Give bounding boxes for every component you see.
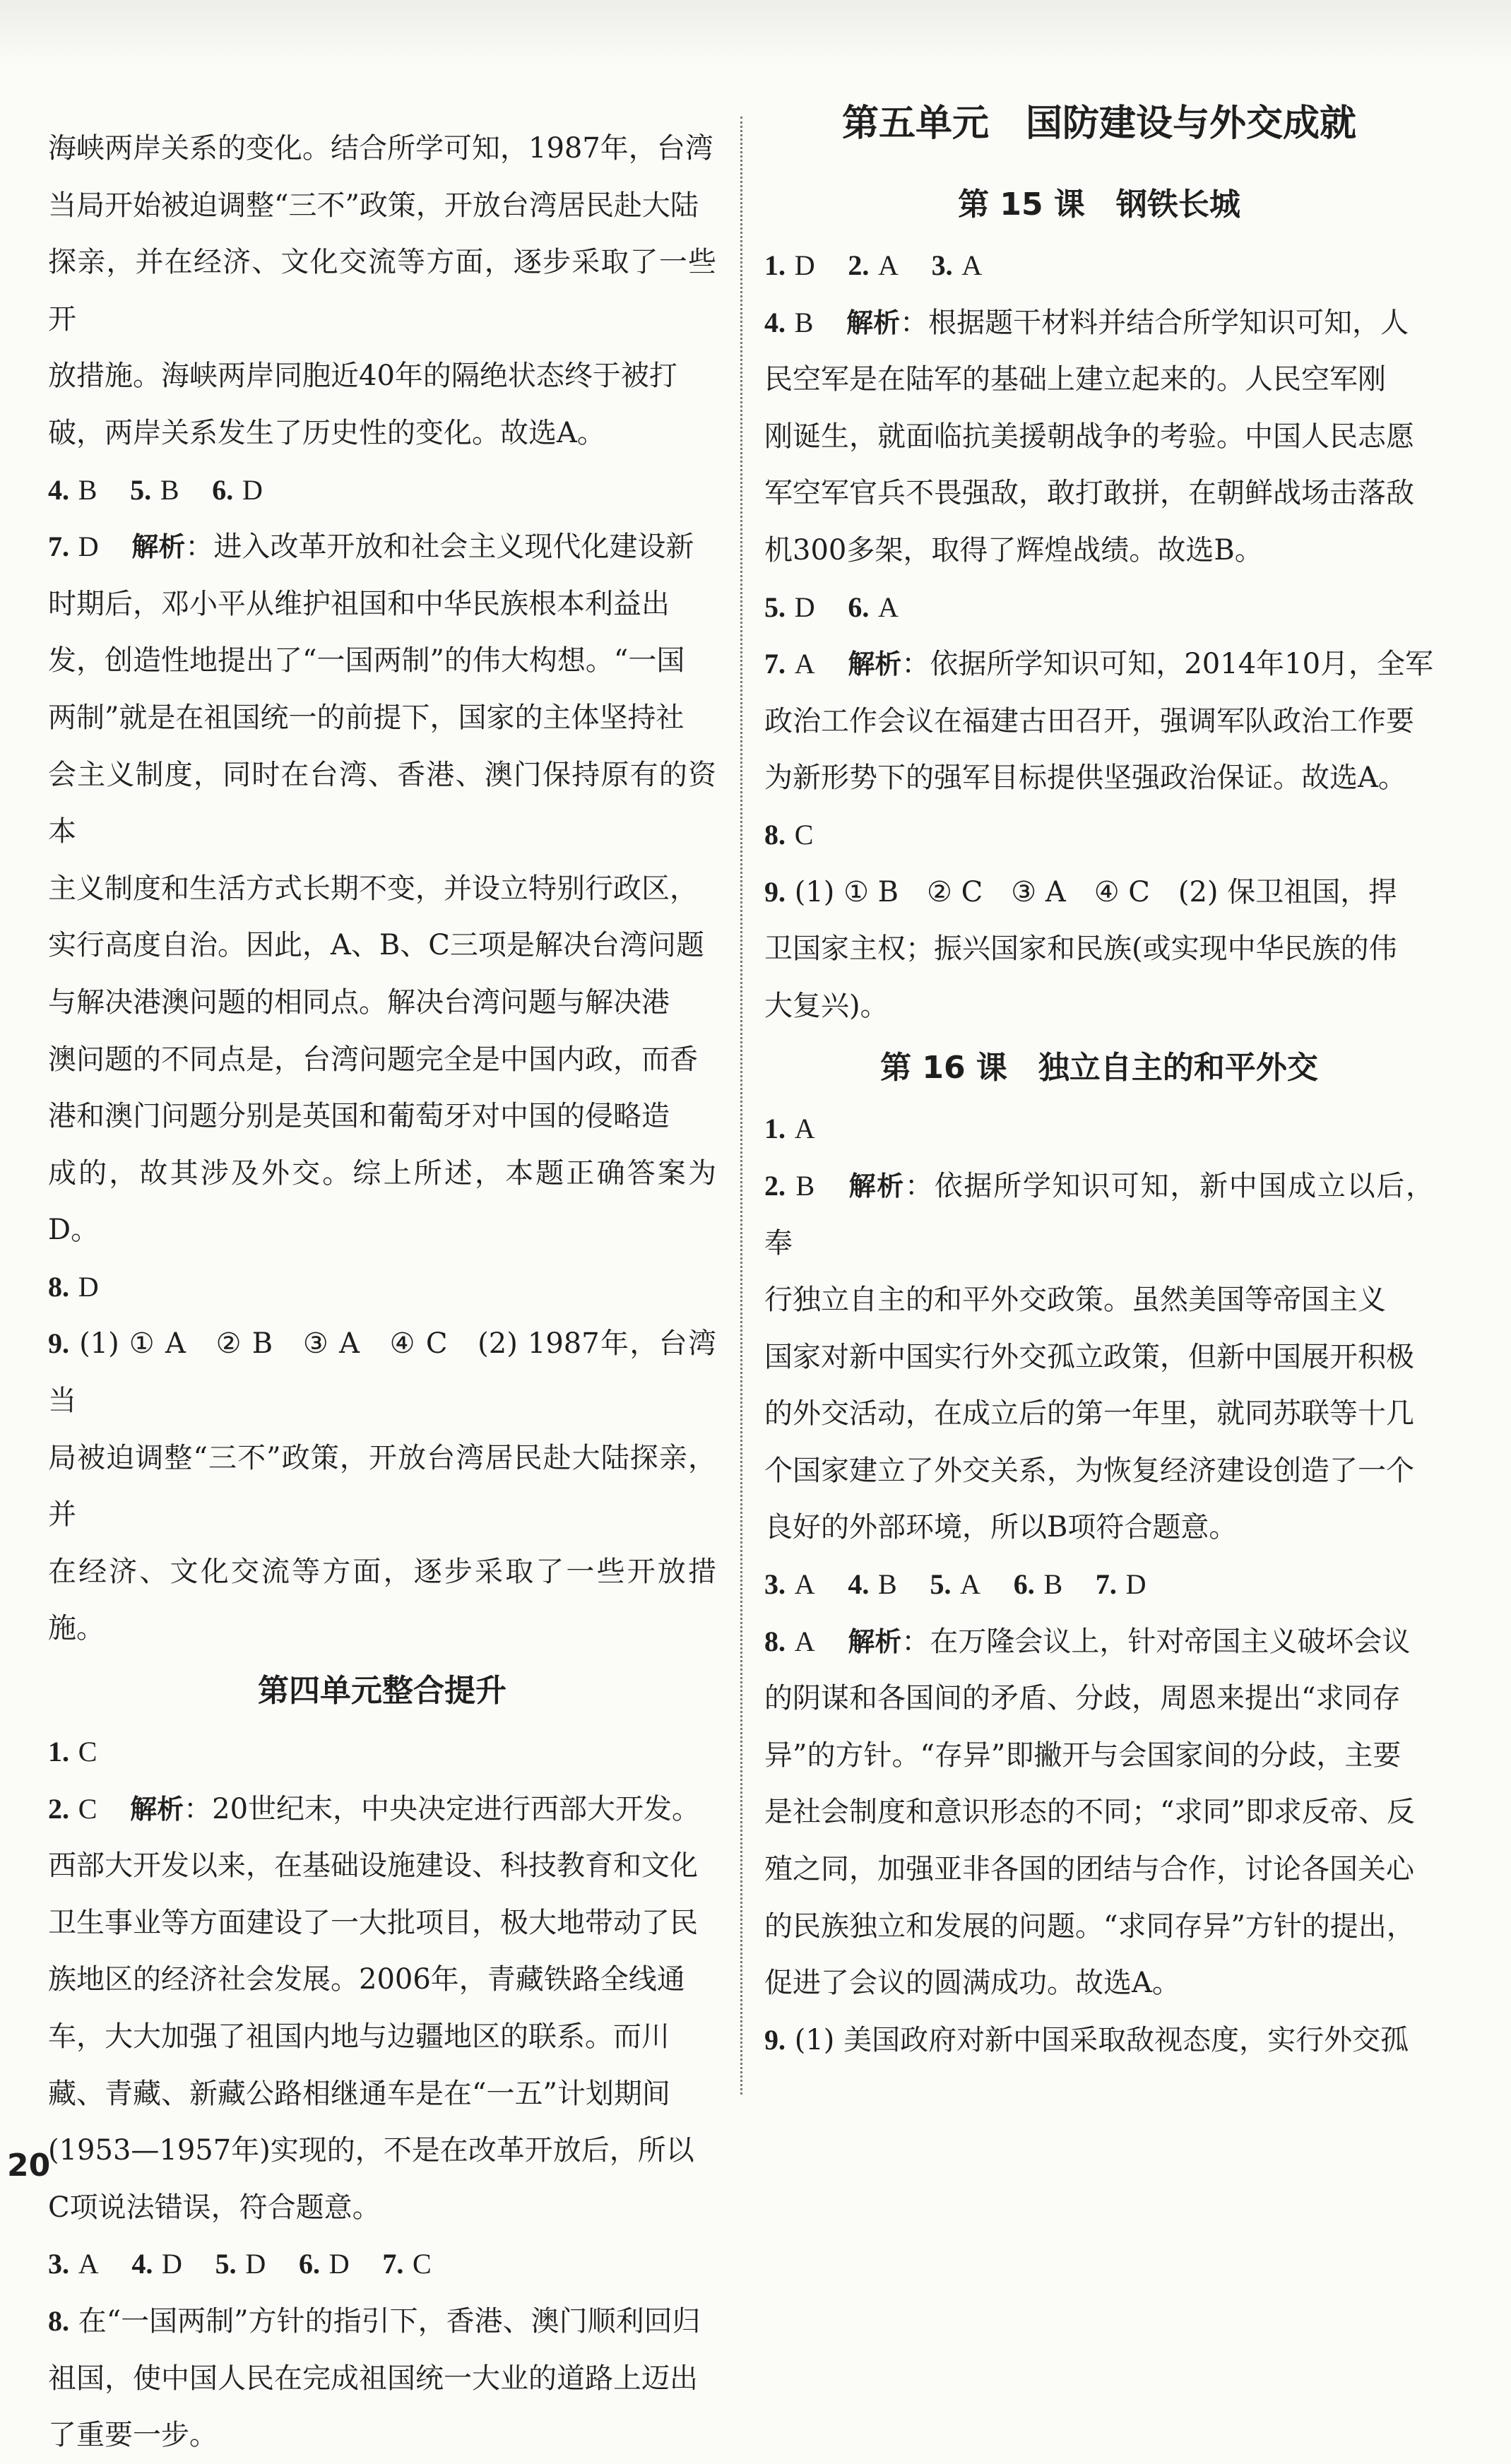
answer-text: (1) ① A ② B ③ A ④ C (2) 1987年，台湾当 bbox=[48, 1327, 717, 1418]
question-number: 9. bbox=[48, 1327, 69, 1360]
q7-first-line bbox=[48, 519, 716, 576]
answer: C bbox=[413, 2248, 432, 2280]
q9-first-line bbox=[48, 1315, 716, 1429]
explanation-line: 政治工作会议在福建古田召开，强调军队政治工作要 bbox=[764, 704, 1414, 738]
answer: C bbox=[794, 818, 814, 851]
column-divider bbox=[740, 117, 742, 2095]
answer: D bbox=[794, 249, 815, 281]
explanation-line: 与解决港澳问题的相同点。解决台湾问题与解决港 bbox=[48, 985, 670, 1019]
lesson-16-heading: 第 16 课 独立自主的和平外交 bbox=[880, 1050, 1318, 1086]
explanation-line: 澳问题的不同点是，台湾问题完全是中国内政，而香 bbox=[48, 1043, 698, 1076]
question-number: 2. bbox=[848, 249, 870, 281]
answer: B bbox=[878, 1568, 897, 1601]
question-number: 5. bbox=[930, 1568, 952, 1601]
u4-q2-first-line bbox=[48, 1781, 716, 1838]
l15-q7-first-line bbox=[764, 636, 1434, 693]
question-number: 5. bbox=[764, 591, 786, 623]
explanation-line: 车，大大加强了祖国内地与边疆地区的联系。而川 bbox=[48, 2020, 670, 2053]
q8-line bbox=[48, 1259, 716, 1316]
question-number: 6. bbox=[1013, 1568, 1035, 1601]
l15-answer-line-5-6 bbox=[764, 579, 1434, 636]
answer: A bbox=[878, 249, 899, 281]
l15-q9-first-line bbox=[764, 864, 1434, 921]
question-number: 1. bbox=[764, 249, 786, 281]
l16-q8-first-line bbox=[764, 1613, 1434, 1671]
explanation-line: 两制”就是在祖国统一的前提下，国家的主体坚持社 bbox=[48, 701, 685, 734]
explanation-line: 殖之同，加强亚非各国的团结与合作，讨论各国关心 bbox=[764, 1853, 1414, 1886]
intro-line: 探亲，并在经济、文化交流等方面，逐步采取了一些开 bbox=[48, 246, 716, 336]
explanation-line: 成的，故其涉及外交。综上所述，本题正确答案为D。 bbox=[48, 1156, 716, 1247]
explanation-line: 发，创造性地提出了“一国两制”的伟大构想。“一国 bbox=[48, 644, 685, 677]
explanation-line: 良好的外部环境，所以B项符合题意。 bbox=[764, 1511, 1238, 1544]
explanation-line: (1953—1957年)实现的，不是在改革开放后，所以 bbox=[48, 2134, 694, 2167]
answer: D bbox=[245, 2248, 266, 2280]
explanation-line: 西部大开发以来，在基础设施建设、科技教育和文化 bbox=[48, 1849, 698, 1883]
explanation-line: 民空军是在陆军的基础上建立起来的。人民空军刚 bbox=[764, 363, 1386, 396]
answer-line: 局被迫调整“三不”政策，开放台湾居民赴大陆探亲，并 bbox=[48, 1441, 716, 1532]
explanation-text: ：根据题干材料并结合所学知识可知，人 bbox=[900, 306, 1409, 339]
u4-q1-line bbox=[48, 1724, 716, 1781]
answer: D bbox=[794, 591, 815, 623]
left-column bbox=[48, 120, 716, 2464]
explanation-text: ：依据所学知识可知，新中国成立以后，奉 bbox=[764, 1169, 1435, 1260]
answer: A bbox=[961, 249, 983, 281]
explanation-line: 促进了会议的圆满成功。故选A。 bbox=[764, 1967, 1180, 2000]
answer-line: 卫国家主权；振兴国家和民族(或实现中华民族的伟 bbox=[764, 932, 1397, 966]
page-top-shadow bbox=[0, 0, 1511, 65]
lesson-15-heading: 第 15 课 钢铁长城 bbox=[958, 186, 1240, 223]
l15-answer-line-1-3 bbox=[764, 237, 1434, 295]
question-number: 4. bbox=[848, 1568, 870, 1601]
explanation-line: 族地区的经济社会发展。2006年，青藏铁路全线通 bbox=[48, 1963, 685, 1996]
analysis-label: 解析 bbox=[131, 531, 186, 563]
explanation-line: 行独立自主的和平外交政策。虽然美国等帝国主义 bbox=[764, 1284, 1386, 1317]
answer: D bbox=[242, 473, 263, 506]
analysis-label: 解析 bbox=[848, 648, 902, 680]
question-number: 1. bbox=[764, 1113, 786, 1145]
u4-answer-line-3-7 bbox=[48, 2236, 716, 2293]
answer-line: 祖国，使中国人民在完成祖国统一大业的道路上迈出 bbox=[48, 2362, 698, 2395]
explanation-line: 港和澳门问题分别是英国和葡萄牙对中国的侵略造 bbox=[48, 1100, 670, 1133]
question-number: 9. bbox=[764, 875, 786, 908]
answer-line: 大复兴)。 bbox=[764, 989, 889, 1022]
answer: B bbox=[795, 1169, 815, 1202]
explanation-line: 军空军官兵不畏强敌，敢打敢拼，在朝鲜战场击落敌 bbox=[764, 477, 1414, 510]
answer-line-4-6 bbox=[48, 462, 716, 519]
explanation-line: 个国家建立了外交关系，为恢复经济建设创造了一个 bbox=[764, 1454, 1414, 1487]
u4-q8-first-line bbox=[48, 2293, 716, 2350]
answer: A bbox=[794, 1568, 815, 1601]
question-number: 1. bbox=[48, 1736, 69, 1768]
intro-line: 当局开始被迫调整“三不”政策，开放台湾居民赴大陆 bbox=[48, 189, 699, 222]
explanation-line: 的阴谋和各国间的矛盾、分歧，周恩来提出“求同存 bbox=[764, 1682, 1401, 1715]
explanation-line: 的外交活动，在成立后的第一年里，就同苏联等十几 bbox=[764, 1397, 1414, 1431]
question-number: 7. bbox=[1095, 1568, 1117, 1601]
answer: B bbox=[160, 473, 179, 506]
answer: D bbox=[78, 1270, 99, 1303]
explanation-line: 时期后，邓小平从维护祖国和中华民族根本利益出 bbox=[48, 587, 670, 620]
explanation-text: ：在万隆会议上，针对帝国主义破坏会议 bbox=[901, 1625, 1411, 1658]
unit-4-review-heading: 第四单元整合提升 bbox=[258, 1673, 506, 1710]
question-number: 2. bbox=[48, 1792, 69, 1825]
answer: A bbox=[794, 1625, 815, 1657]
answer: A bbox=[78, 2248, 99, 2280]
question-number: 2. bbox=[764, 1169, 786, 1202]
question-number: 8. bbox=[48, 1270, 69, 1303]
answer-line: 在经济、文化交流等方面，逐步采取了一些开放措施。 bbox=[48, 1555, 716, 1645]
answer: D bbox=[162, 2248, 182, 2280]
explanation-line: 为新形势下的强军目标提供坚强政治保证。故选A。 bbox=[764, 762, 1406, 795]
explanation-line: 藏、青藏、新藏公路相继通车是在“一五”计划期间 bbox=[48, 2077, 670, 2110]
answer-text: (1) ① B ② C ③ A ④ C (2) 保卫祖国，捍 bbox=[794, 875, 1397, 908]
question-number: 6. bbox=[848, 591, 870, 623]
answer: D bbox=[328, 2248, 350, 2280]
explanation-line: 的民族独立和发展的问题。“求同存异”方针的提出， bbox=[764, 1909, 1415, 1943]
analysis-label: 解析 bbox=[848, 1625, 902, 1657]
question-number: 6. bbox=[298, 2248, 320, 2280]
explanation-line: 刚诞生，就面临抗美援朝战争的考验。中国人民志愿 bbox=[764, 420, 1414, 453]
explanation-line: C项说法错误，符合题意。 bbox=[48, 2191, 381, 2224]
question-number: 8. bbox=[764, 818, 786, 851]
question-number: 9. bbox=[764, 2023, 786, 2056]
explanation-line: 异”的方针。“存异”即撇开与会国家间的分歧，主要 bbox=[764, 1739, 1402, 1772]
l16-q1-line bbox=[764, 1101, 1434, 1158]
l16-q9-line bbox=[764, 2012, 1434, 2069]
explanation-line: 实行高度自治。因此，A、B、C三项是解决台湾问题 bbox=[48, 929, 704, 962]
question-number: 4. bbox=[48, 473, 69, 506]
intro-line: 放措施。海峡两岸同胞近40年的隔绝状态终于被打 bbox=[48, 360, 677, 393]
question-number: 4. bbox=[131, 2248, 153, 2280]
explanation-line: 是社会制度和意识形态的不同；“求同”即求反帝、反 bbox=[764, 1796, 1415, 1829]
explanation-text: ：20世纪末，中央决定进行西部大开发。 bbox=[184, 1792, 701, 1825]
answer: C bbox=[78, 1792, 97, 1825]
question-number: 3. bbox=[764, 1568, 786, 1601]
explanation-line: 国家对新中国实行外交孤立政策，但新中国展开积极 bbox=[764, 1340, 1414, 1373]
analysis-label: 解析 bbox=[130, 1793, 184, 1825]
l16-q2-first-line bbox=[764, 1158, 1434, 1272]
explanation-text: ：进入改革开放和社会主义现代化建设新 bbox=[185, 531, 694, 564]
answer: B bbox=[1043, 1568, 1063, 1601]
explanation-line: 卫生事业等方面建设了一大批项目，极大地带动了民 bbox=[48, 1906, 698, 1939]
question-number: 4. bbox=[764, 306, 786, 338]
answer-text: (1) 美国政府对新中国采取敌视态度，实行外交孤 bbox=[794, 2023, 1409, 2056]
question-number: 6. bbox=[212, 473, 234, 506]
question-number: 5. bbox=[130, 473, 152, 506]
intro-line: 海峡两岸关系的变化。结合所学可知，1987年，台湾 bbox=[48, 132, 713, 165]
intro-line: 破，两岸关系发生了历史性的变化。故选A。 bbox=[48, 416, 605, 449]
right-column bbox=[764, 102, 1435, 2068]
explanation-line: 机300多架，取得了辉煌战绩。故选B。 bbox=[764, 533, 1263, 567]
answer: A bbox=[794, 648, 815, 680]
answer: A bbox=[878, 591, 899, 623]
answer-line: 了重要一步。 bbox=[48, 2419, 218, 2452]
answer: D bbox=[78, 531, 99, 563]
answer: A bbox=[960, 1568, 981, 1601]
question-number: 7. bbox=[48, 531, 69, 563]
answer: B bbox=[794, 306, 814, 338]
answer: D bbox=[1125, 1568, 1146, 1601]
unit-5-heading: 第五单元 国防建设与外交成就 bbox=[841, 102, 1356, 145]
answer: B bbox=[78, 473, 97, 506]
question-number: 7. bbox=[764, 648, 786, 680]
l15-q4-first-line bbox=[764, 295, 1434, 352]
question-number: 7. bbox=[382, 2248, 404, 2280]
question-number: 5. bbox=[215, 2248, 237, 2280]
answer: A bbox=[794, 1113, 815, 1145]
answer: C bbox=[78, 1736, 97, 1768]
l15-q8-line bbox=[764, 807, 1434, 864]
question-number: 3. bbox=[931, 249, 953, 281]
explanation-line: 会主义制度，同时在台湾、香港、澳门保持原有的资本 bbox=[48, 758, 716, 848]
analysis-label: 解析 bbox=[848, 1170, 905, 1202]
explanation-text: ：依据所学知识可知，2014年10月，全军 bbox=[901, 648, 1434, 681]
page-number: 20 bbox=[7, 2148, 51, 2184]
answer-text: 在“一国两制”方针的指引下，香港、澳门顺利回归 bbox=[78, 2304, 701, 2338]
question-number: 8. bbox=[764, 1625, 786, 1657]
question-number: 8. bbox=[48, 2304, 69, 2337]
analysis-label: 解析 bbox=[846, 307, 901, 338]
l16-answer-line-3-7 bbox=[764, 1556, 1434, 1613]
explanation-line: 主义制度和生活方式长期不变，并设立特别行政区， bbox=[48, 872, 698, 905]
question-number: 3. bbox=[48, 2248, 69, 2280]
